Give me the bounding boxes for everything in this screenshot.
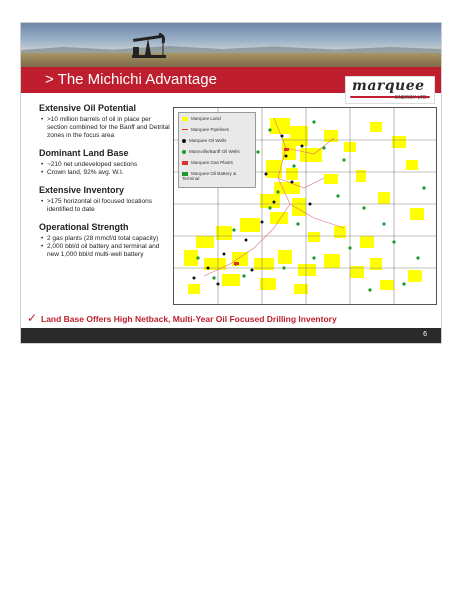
bullet: • ~210 net undeveloped sections [41,161,171,169]
page-number: 6 [423,331,427,338]
section-heading: Extensive Inventory [39,185,125,195]
slide-title: > The Michichi Advantage [45,71,217,88]
company-logo [345,76,435,104]
section-oil-potential [39,103,171,140]
checkmark-icon: ✓ [27,311,38,325]
bullet: • Crown land, 92% avg. W.I. [41,169,171,177]
green-dot-icon [182,150,186,154]
slide [20,22,442,344]
key-points [39,103,171,267]
bullet: • 2 gas plants (28 mmcf/d total capacity) [41,235,171,243]
legend-item: Marquee Oil Battery & Terminal [182,171,237,181]
conclusion [21,313,441,327]
section-land-base [39,148,171,177]
land-map [173,107,437,305]
section-heading: Extensive Oil Potential [39,103,137,113]
bullet: • >10 million barrels of oil in place per section combined for the Banff and Detrital zones in the focus area [41,116,171,140]
red-square-icon [182,161,188,165]
section-heading: Dominant Land Base [39,148,129,158]
legend-item: Marquee Oil Wells [182,138,226,143]
section-inventory [39,185,171,214]
bullet: • >175 horizontal oil focused locations identified to date [41,198,171,214]
section-heading: Operational Strength [39,222,129,232]
yellow-square-icon [182,117,188,121]
section-operational-strength [39,222,171,259]
legend-item: Marquee Gas Plants [182,160,233,165]
red-line-icon [182,129,188,130]
logo-subtext: ENERGY LTD. [395,95,428,101]
legend-item: Marquee Land [182,116,221,121]
header-photo-banner [21,23,441,67]
logo-wordmark: marquee [352,78,425,94]
conclusion-text: Land Base Offers High Netback, Multi-Year Oil Focused Drilling Inventory [41,314,337,324]
footer-bar [21,328,441,343]
legend-item: Marquee Pipelines [182,127,229,132]
map-legend [178,112,256,188]
pumpjack-icon [129,29,169,59]
bullet: • 2,000 bbl/d oil battery and terminal and new 1,000 bbl/d multi-well battery [41,243,171,259]
black-dot-icon [182,139,186,143]
legend-item: Mannville/Banff Oil Wells [182,149,240,154]
